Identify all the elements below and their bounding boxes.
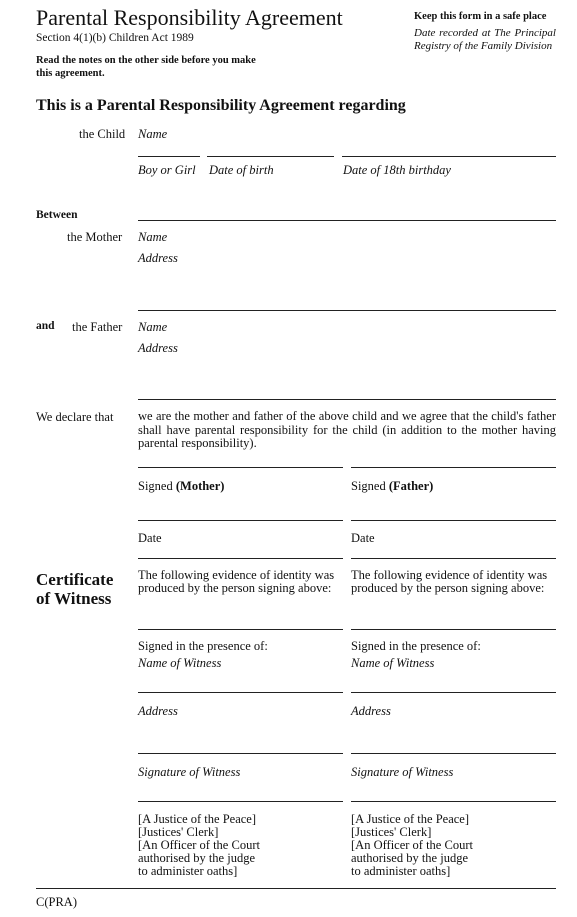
child-dob-line[interactable] [207, 156, 334, 157]
date-recorded-box: Date recorded at The Principal Registry of the Family Division [414, 27, 556, 52]
father-name-label: Name [138, 320, 168, 334]
and-label: and [36, 320, 55, 332]
mother-label: the Mother [67, 230, 123, 244]
mother-address-line[interactable] [138, 310, 556, 311]
witness-address-label-left: Address [138, 704, 178, 718]
mother-name-line[interactable] [138, 220, 556, 221]
presence-label-left: Signed in the presence of: [138, 639, 268, 653]
witness-signature-line-right[interactable] [351, 801, 556, 802]
evidence-text-left: The following evidence of identity was produced by the person signing above: [138, 568, 335, 595]
child-18th-label: Date of 18th birthday [343, 163, 451, 177]
read-notes-instruction: Read the notes on the other side before you make this agreement. [36, 55, 256, 79]
child-sex-line[interactable] [138, 156, 200, 157]
child-label: the Child [79, 127, 126, 141]
mother-name-label: Name [138, 230, 168, 244]
certificate-title: Certificate of Witness [36, 570, 114, 608]
witness-name-label-right: Name of Witness [351, 656, 435, 670]
form-title: Parental Responsibility Agreement [36, 5, 343, 30]
witness-roles-right: [A Justice of the Peace] [Justices' Clerk] [An Officer of the Court authorised by the judge to administer oaths] [351, 812, 473, 878]
keep-safe-notice: Keep this form in a safe place [414, 11, 547, 22]
presence-label-right: Signed in the presence of: [351, 639, 481, 653]
mother-address-label: Address [138, 251, 178, 265]
father-evidence-top-line [351, 558, 556, 559]
between-label: Between [36, 209, 78, 221]
witness-address-label-right: Address [351, 704, 391, 718]
witness-name-line-right[interactable] [351, 692, 556, 693]
form-code: C(PRA) [36, 895, 77, 909]
father-date-line[interactable] [351, 520, 556, 521]
evidence-text-right: The following evidence of identity was produced by the person signing above: [351, 568, 548, 595]
child-name-label: Name [138, 127, 168, 141]
statute-reference: Section 4(1)(b) Children Act 1989 [36, 32, 194, 44]
father-date-label: Date [351, 531, 375, 545]
witness-address-line-left[interactable] [138, 753, 343, 754]
footer-rule [36, 888, 556, 889]
witness-signature-label-right: Signature of Witness [351, 765, 454, 779]
declaration-label: We declare that [36, 410, 114, 424]
father-label: the Father [72, 320, 123, 334]
agreement-heading: This is a Parental Responsibility Agreement regarding [36, 97, 406, 114]
witness-signature-label-left: Signature of Witness [138, 765, 241, 779]
child-dob-label: Date of birth [209, 163, 274, 177]
witness-name-label-left: Name of Witness [138, 656, 222, 670]
witness-signature-line-left[interactable] [138, 801, 343, 802]
witness-address-line-right[interactable] [351, 753, 556, 754]
mother-signature-line[interactable] [138, 467, 343, 468]
evidence-line-left[interactable] [138, 629, 343, 630]
mother-evidence-top-line [138, 558, 343, 559]
father-address-line[interactable] [138, 399, 556, 400]
child-sex-label: Boy or Girl [138, 163, 196, 177]
mother-date-line[interactable] [138, 520, 343, 521]
child-18th-line[interactable] [342, 156, 556, 157]
evidence-line-right[interactable] [351, 629, 556, 630]
mother-signed-label: Signed (Mother) [138, 479, 225, 493]
mother-date-label: Date [138, 531, 162, 545]
father-signature-line[interactable] [351, 467, 556, 468]
witness-name-line-left[interactable] [138, 692, 343, 693]
father-address-label: Address [138, 341, 178, 355]
father-signed-label: Signed (Father) [351, 479, 434, 493]
declaration-text: we are the mother and father of the above child and we agree that the child's father shall have parental responsibility for the child (in addition to the mother having parental responsibility). [138, 409, 556, 450]
witness-roles-left: [A Justice of the Peace] [Justices' Clerk] [An Officer of the Court authorised by the judge to administer oaths] [138, 812, 260, 878]
